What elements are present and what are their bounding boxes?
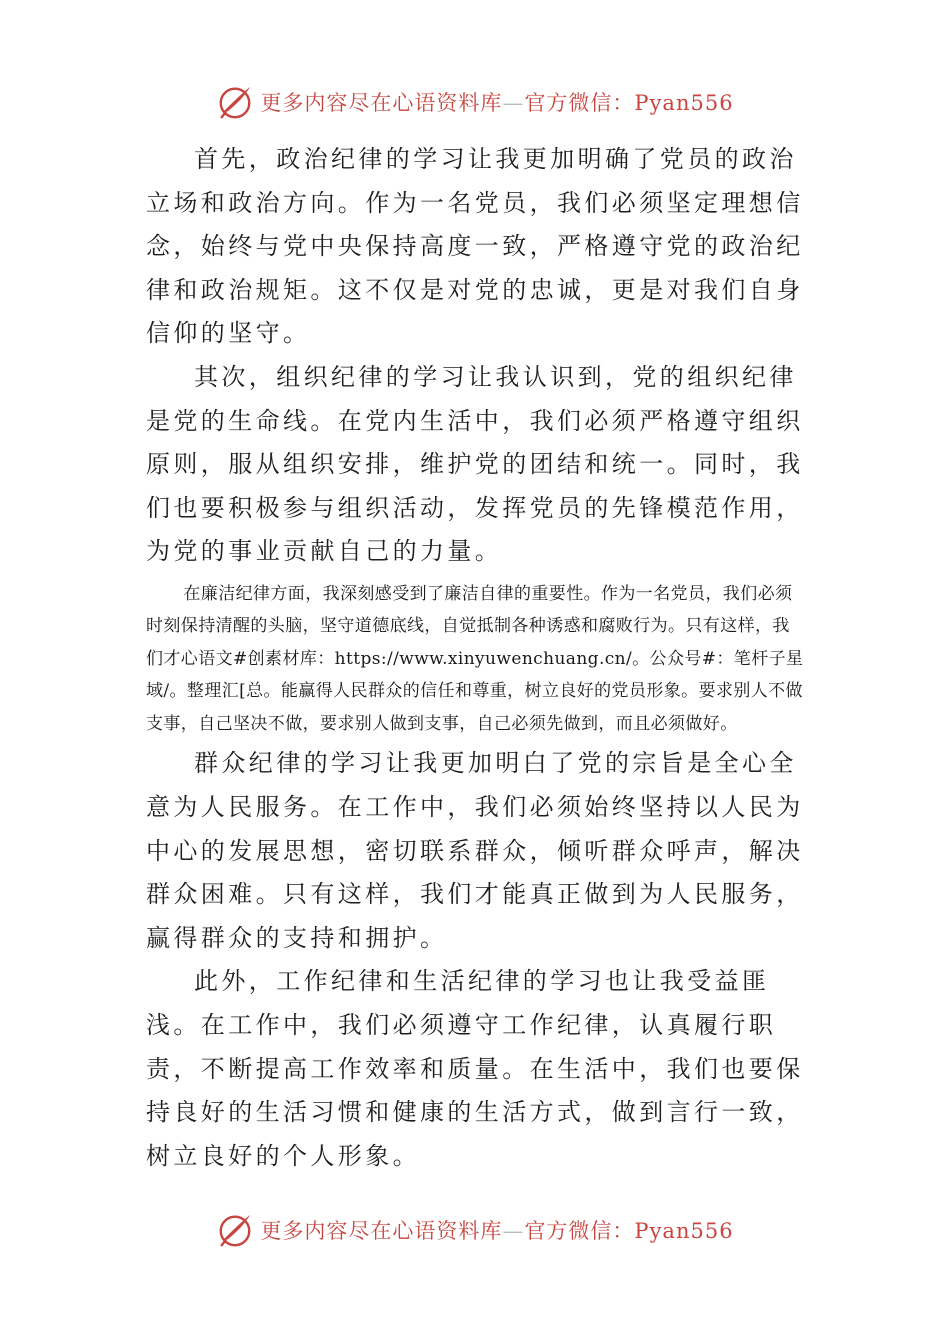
footer-site-name: 更多内容尽在心语资料库 xyxy=(260,1219,503,1243)
header-wechat: 官方微信：Pyan556 xyxy=(524,91,734,115)
paragraph-organizational-discipline: 其次，组织纪律的学习让我认识到，党的组织纪律是党的生命线。在党内生活中，我们必须严格遵守组织原则，服从组织安排，维护党的团结和统一。同时，我们也要积极参与组织活动，发挥党员的先锋模范作用，为党的事业贡献自己的力量。 xyxy=(146,362,804,566)
paragraph-work-life-discipline: 此外，工作纪律和生活纪律的学习也让我受益匪浅。在工作中，我们必须遵守工作纪律，认真履行职责，不断提高工作效率和质量。在生活中，我们也要保持良好的生活习惯和健康的生活方式，做到言行一致，树立良好的个人形象。 xyxy=(146,967,804,1170)
paragraph-mass-discipline: 群众纪律的学习让我更加明白了党的宗旨是全心全意为人民服务。在工作中，我们必须始终坚持以人民为中心的发展思想，密切联系群众，倾听群众呼声，解决群众困难。只有这样，我们才能真正做到为人民服务，赢得群众的支持和拥护。 xyxy=(146,749,804,952)
footer-banner-text xyxy=(260,1215,733,1245)
footer-separator: — xyxy=(502,1219,525,1243)
header-banner-text xyxy=(260,87,733,117)
paragraph-integrity-discipline: 在廉洁纪律方面，我深刻感受到了廉洁自律的重要性。作为一名党员，我们必须时刻保持清醒的头脑，坚守道德底线，自觉抵制各种诱惑和腐败行为。只有这样，我们才心语文#创素材库：https://www.xinyuwenchuang.cn/。公众号#：笔杆子星域/。整理汇[总。能赢得人民群众的信任和尊重，树立良好的党员形象。要求别人不做支事，自己坚决不做，要求别人做到支事，自己必须先做到，而且必须做好。 xyxy=(146,583,804,734)
header-separator: — xyxy=(502,91,525,115)
document-body xyxy=(146,138,806,1178)
footer-banner xyxy=(0,1208,950,1252)
header-site-name: 更多内容尽在心语资料库 xyxy=(260,91,503,115)
header-banner xyxy=(0,80,950,124)
footer-wechat: 官方微信：Pyan556 xyxy=(524,1219,734,1243)
quill-pen-logo-icon xyxy=(216,1211,254,1249)
quill-pen-logo-icon xyxy=(216,83,254,121)
paragraph-political-discipline: 首先，政治纪律的学习让我更加明确了党员的政治立场和政治方向。作为一名党员，我们必须坚定理想信念，始终与党中央保持高度一致，严格遵守党的政治纪律和政治规矩。这不仅是对党的忠诚，更是对我们自身信仰的坚守。 xyxy=(146,145,804,348)
